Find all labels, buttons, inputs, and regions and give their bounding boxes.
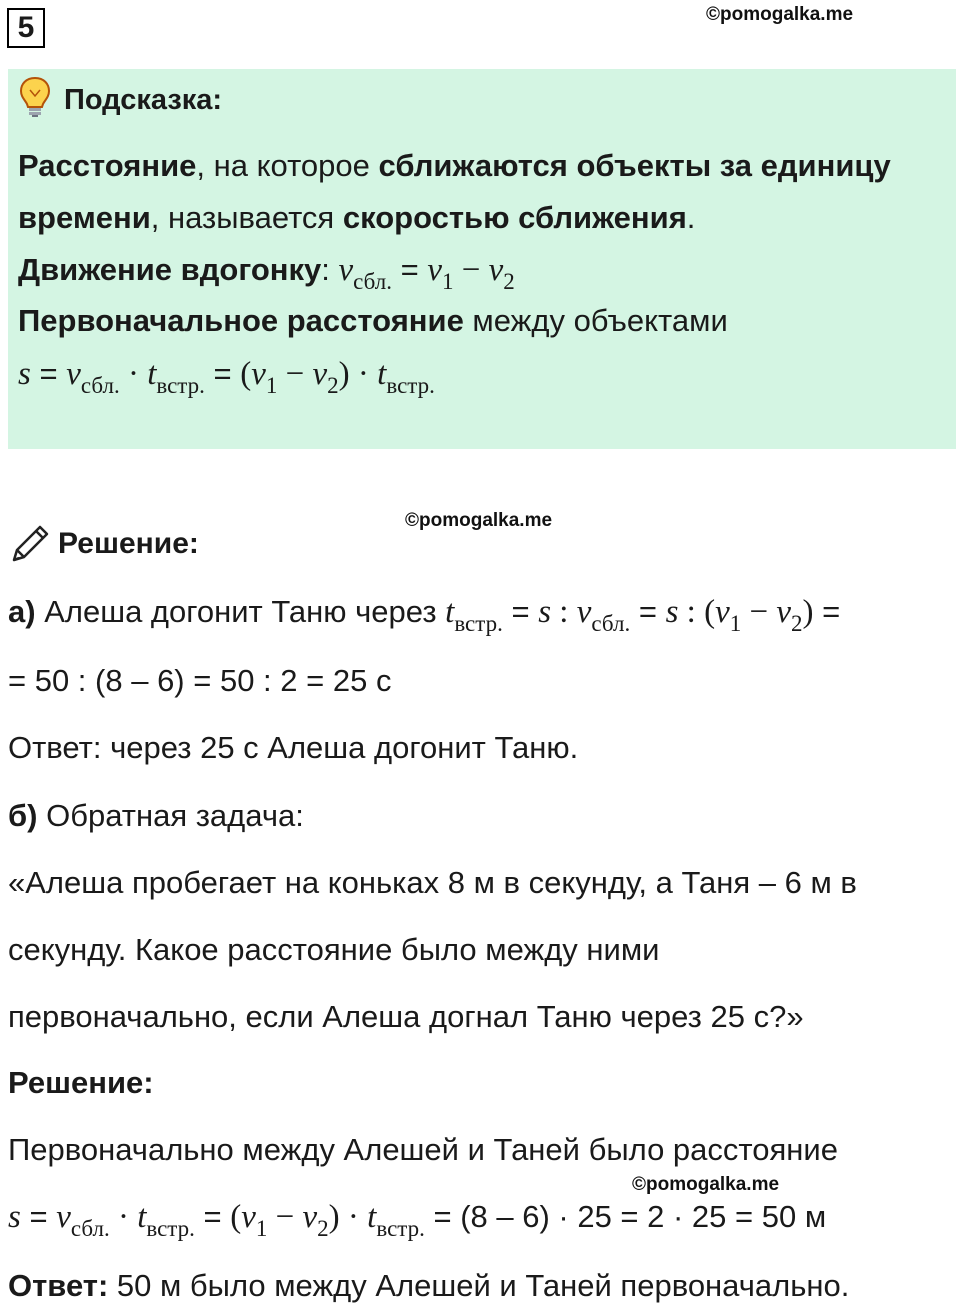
- hint-title: Подсказка:: [64, 84, 223, 116]
- hint-line-1: Расстояние, на которое сближаются объекты за единицу: [18, 148, 891, 183]
- part-b-question-3: первоначально, если Алеша догнал Таню через 25 с?»: [8, 999, 804, 1034]
- part-b-solution-formula: $s = v_{сбл.} \cdot t_{встр.} = (v_1 - v_2) \cdot t_{встр.} = (8 - 6) \cdot 25 = 2 \cdot 25 = 50$ м: [8, 1199, 827, 1241]
- part-b-solution-line-1: Первоначально между Алешей и Таней было расстояние: [8, 1132, 838, 1167]
- part-a-answer: Ответ: через 25 с Алеша догонит Таню.: [8, 730, 579, 765]
- lightbulb-icon: [18, 76, 52, 118]
- part-a-line-2: = 50 : (8 – 6) = 50 : 2 = 25 с: [8, 663, 392, 698]
- part-b-answer: Ответ: 50 м было между Алешей и Таней первоначально.: [8, 1268, 850, 1303]
- solution-title: Решение:: [58, 527, 199, 560]
- pencil-icon: [10, 522, 52, 564]
- part-a-line-1: а) Алеша догонит Таню через $t_{встр.} = s$ : $v_{сбл.} = s$ : $(v_1 - v_2)$ =: [8, 594, 841, 636]
- hint-line-2: времени, называется скоростью сближения.: [18, 200, 696, 235]
- task-number: 5: [7, 8, 45, 48]
- hint-line-4: Первоначальное расстояние между объектами: [18, 303, 728, 338]
- watermark-bottom: ©pomogalka.me: [632, 1174, 780, 1195]
- watermark-top: ©pomogalka.me: [706, 4, 854, 25]
- watermark-middle: ©pomogalka.me: [405, 510, 553, 531]
- part-b-question-1: «Алеша пробегает на коньках 8 м в секунду, а Таня – 6 м в: [8, 865, 857, 900]
- part-b-question-2: секунду. Какое расстояние было между ними: [8, 932, 660, 967]
- hint-line-3: Движение вдогонку: $v_{сбл.} = v_1 - v_2$: [18, 252, 515, 294]
- part-b-line-1: б) Обратная задача:: [8, 798, 304, 833]
- hint-formula: $s = v_{сбл.} \cdot t_{встр.} = (v_1 - v_2) \cdot t_{встр.}$: [18, 356, 435, 398]
- part-b-solution-title: Решение:: [8, 1065, 154, 1100]
